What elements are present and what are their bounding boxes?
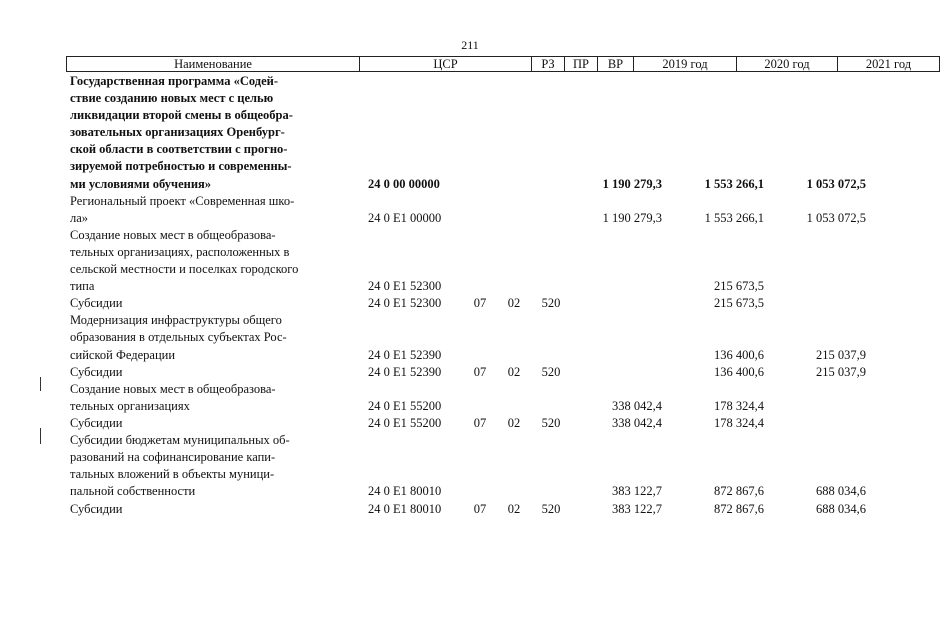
row-name-line: ской области в соответствии с прогно-	[70, 142, 288, 157]
row-2020: 215 673,5	[714, 296, 764, 311]
table-row	[0, 432, 905, 500]
header-vr: ВР	[597, 56, 634, 72]
row-2020: 178 324,4	[714, 398, 764, 413]
row-name-line: Модернизация инфраструктуры общего	[70, 313, 282, 328]
row-vr: 520	[541, 501, 561, 516]
row-name-line: ла»	[70, 210, 89, 225]
row-2019: 1 190 279,3	[602, 176, 662, 191]
row-name-line: Субсидии	[70, 501, 123, 516]
header-csr: ЦСР	[359, 56, 532, 72]
row-csr: 24 0 E1 52390	[368, 347, 442, 362]
row-vr: 520	[541, 364, 561, 379]
table-row	[0, 501, 905, 518]
row-csr: 24 0 E1 55200	[368, 416, 442, 430]
header-2019: 2019 год	[633, 56, 737, 72]
row-csr: 24 0 E1 52300	[368, 296, 442, 311]
header-rz: РЗ	[531, 56, 565, 72]
row-csr: 24 0 E1 00000	[368, 210, 442, 225]
row-2019: 1 190 279,3	[602, 210, 662, 225]
row-pr: 02	[507, 364, 521, 379]
row-name-line: сийской Федерации	[70, 347, 176, 362]
row-2021: 688 034,6	[816, 484, 866, 499]
row-name	[70, 312, 348, 363]
row-csr: 24 0 E1 80010	[368, 484, 442, 499]
row-name-line: тельных организациях, расположенных в	[70, 244, 290, 259]
row-name-line: Субсидии бюджетам муниципальных об-	[70, 433, 290, 448]
row-2019: 338 042,4	[612, 416, 662, 430]
row-name-line: ствие созданию новых мест с целью	[70, 91, 274, 106]
row-2020: 1 553 266,1	[704, 176, 764, 191]
table-row	[0, 227, 905, 295]
margin-mark	[40, 428, 41, 444]
row-name-line: Государственная программа «Содей-	[70, 74, 279, 88]
row-name	[70, 227, 348, 295]
table-row	[0, 364, 905, 381]
row-csr: 24 0 E1 55200	[368, 398, 442, 413]
row-name-line: тальных вложений в объекты муници-	[70, 467, 275, 482]
table-row	[0, 73, 905, 193]
table-row	[0, 415, 905, 432]
row-name	[70, 432, 348, 500]
row-name-line: сельской местности и поселках городского	[70, 262, 299, 277]
table-row	[0, 312, 905, 363]
row-2020: 872 867,6	[714, 501, 764, 516]
header-2020: 2020 год	[736, 56, 838, 72]
row-name	[70, 415, 348, 432]
header-name: Наименование	[66, 56, 360, 72]
row-name-line: ликвидации второй смены в общеобра-	[70, 108, 293, 123]
row-name-line: зируемой потребностью и современны-	[70, 159, 292, 174]
row-name-line: Субсидии	[70, 364, 123, 379]
row-rz: 07	[473, 364, 487, 379]
row-name	[70, 381, 348, 415]
row-2020: 136 400,6	[714, 347, 764, 362]
row-2020: 1 553 266,1	[704, 210, 764, 225]
row-name	[70, 364, 348, 381]
row-csr: 24 0 E1 80010	[368, 501, 442, 516]
row-rz: 07	[473, 296, 487, 311]
header-2021: 2021 год	[837, 56, 940, 72]
row-csr: 24 0 E1 52300	[368, 279, 442, 294]
row-2020: 215 673,5	[714, 279, 764, 294]
row-2019: 338 042,4	[612, 398, 662, 413]
header-pr: ПР	[564, 56, 598, 72]
row-name-line: образования в отдельных субъектах Рос-	[70, 330, 287, 345]
row-name-line: ми условиями обучения»	[70, 176, 212, 191]
row-2020: 136 400,6	[714, 364, 764, 379]
row-name-line: Субсидии	[70, 416, 123, 430]
row-2021: 1 053 072,5	[806, 210, 866, 225]
table-row	[0, 381, 905, 415]
row-vr: 520	[541, 416, 561, 430]
row-pr: 02	[507, 296, 521, 311]
row-2021: 1 053 072,5	[806, 176, 866, 191]
row-pr: 02	[507, 416, 521, 430]
row-name-line: разований на софинансирование капи-	[70, 450, 276, 465]
row-vr: 520	[541, 296, 561, 311]
row-2021: 688 034,6	[816, 501, 866, 516]
row-rz: 07	[473, 416, 487, 430]
row-2021: 215 037,9	[816, 347, 866, 362]
row-name	[70, 73, 348, 193]
row-name-line: Региональный проект «Современная шко-	[70, 193, 295, 208]
row-name-line: зовательных организациях Оренбург-	[70, 125, 285, 140]
row-csr: 24 0 00 00000	[368, 176, 440, 191]
row-2019: 383 122,7	[612, 501, 662, 516]
row-2019: 383 122,7	[612, 484, 662, 499]
row-name	[70, 295, 348, 312]
row-name	[70, 193, 348, 227]
row-name-line: тельных организациях	[70, 398, 190, 413]
table-row	[0, 193, 905, 227]
row-name-line: Субсидии	[70, 296, 123, 311]
table-row	[0, 295, 905, 312]
page-number: 211	[461, 38, 479, 52]
row-name-line: типа	[70, 279, 95, 294]
row-2020: 178 324,4	[714, 416, 764, 430]
row-rz: 07	[473, 501, 487, 516]
row-pr: 02	[507, 501, 521, 516]
row-name-line: Создание новых мест в общеобразова-	[70, 381, 276, 396]
row-name	[70, 501, 348, 518]
row-2021: 215 037,9	[816, 364, 866, 379]
row-csr: 24 0 E1 52390	[368, 364, 442, 379]
row-2020: 872 867,6	[714, 484, 764, 499]
margin-mark	[40, 377, 41, 391]
row-name-line: пальной собственности	[70, 484, 196, 499]
row-name-line: Создание новых мест в общеобразова-	[70, 227, 276, 242]
